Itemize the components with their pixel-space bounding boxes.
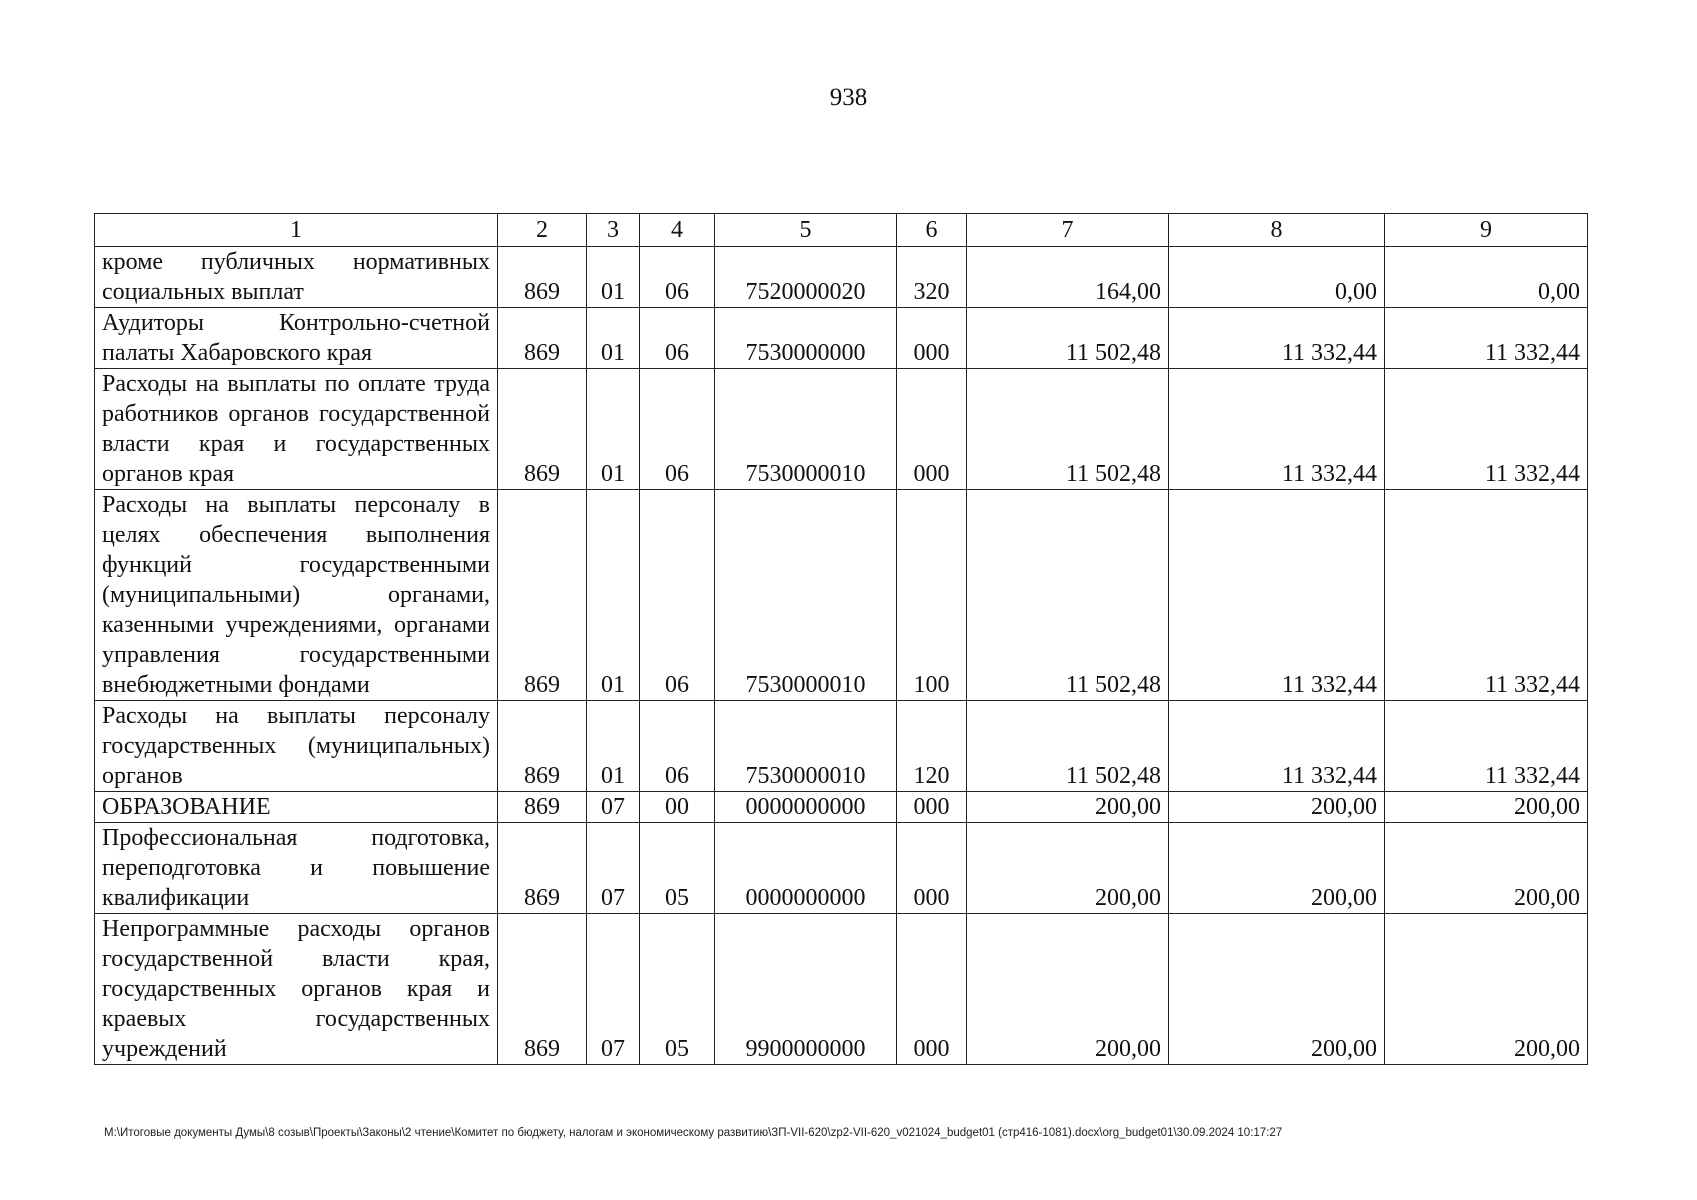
- table-row: [95, 247, 1588, 308]
- page-number: 938: [829, 84, 868, 111]
- target-article-code: 9900000000: [715, 914, 897, 1065]
- section-code: 07: [587, 914, 640, 1065]
- target-article-code: 7530000010: [715, 369, 897, 490]
- expense-name: Профессиональная подготовка, переподготовка и повышение квалификации: [95, 823, 498, 914]
- column-header: 8: [1169, 214, 1385, 247]
- amount-col8: 0,00: [1169, 247, 1385, 308]
- amount-col8: 200,00: [1169, 914, 1385, 1065]
- expense-type-code: 000: [897, 823, 967, 914]
- amount-col7: 11 502,48: [967, 308, 1169, 369]
- table-row: [95, 792, 1588, 823]
- amount-col8: 11 332,44: [1169, 369, 1385, 490]
- section-code: 01: [587, 308, 640, 369]
- table-header-row: [95, 214, 1588, 247]
- column-header: 2: [498, 214, 587, 247]
- amount-col9: 11 332,44: [1385, 701, 1588, 792]
- column-header: 4: [640, 214, 715, 247]
- section-code: 01: [587, 247, 640, 308]
- expense-type-code: 000: [897, 369, 967, 490]
- table-row: [95, 823, 1588, 914]
- subsection-code: 06: [640, 369, 715, 490]
- ministry-code: 869: [498, 369, 587, 490]
- target-article-code: 0000000000: [715, 823, 897, 914]
- amount-col9: 200,00: [1385, 792, 1588, 823]
- amount-col7: 200,00: [967, 792, 1169, 823]
- section-code: 07: [587, 792, 640, 823]
- expense-name: Расходы на выплаты по оплате труда работников органов государственной власти края и государственных органов края: [95, 369, 498, 490]
- target-article-code: 7530000000: [715, 308, 897, 369]
- expense-name: Расходы на выплаты персоналу государственных (муниципальных) органов: [95, 701, 498, 792]
- amount-col9: 11 332,44: [1385, 369, 1588, 490]
- expense-type-code: 100: [897, 490, 967, 701]
- target-article-code: 7520000020: [715, 247, 897, 308]
- table-row: [95, 701, 1588, 792]
- table-row: [95, 490, 1588, 701]
- amount-col7: 200,00: [967, 914, 1169, 1065]
- expense-name: Расходы на выплаты персоналу в целях обеспечения выполнения функций государственными (муниципальными) органами, казенными учреждениями, органами управления государственными внебюджетными фондами: [95, 490, 498, 701]
- amount-col8: 11 332,44: [1169, 701, 1385, 792]
- target-article-code: 7530000010: [715, 490, 897, 701]
- expense-type-code: 120: [897, 701, 967, 792]
- expense-type-code: 320: [897, 247, 967, 308]
- subsection-code: 05: [640, 914, 715, 1065]
- ministry-code: 869: [498, 308, 587, 369]
- amount-col9: 11 332,44: [1385, 490, 1588, 701]
- document-path-footer: М:\Итоговые документы Думы\8 созыв\Проекты\Законы\2 чтение\Комитет по бюджету, налогам и экономическому развитию\ЗП-VII-620\zp2-VII-620_v021024_budget01 (стр416-1081).docx\org_budget01\30.09.2024 10:17:27: [104, 1127, 1283, 1139]
- subsection-code: 06: [640, 490, 715, 701]
- subsection-code: 06: [640, 308, 715, 369]
- amount-col7: 11 502,48: [967, 369, 1169, 490]
- column-header: 7: [967, 214, 1169, 247]
- amount-col7: 11 502,48: [967, 490, 1169, 701]
- amount-col9: 200,00: [1385, 914, 1588, 1065]
- column-header: 6: [897, 214, 967, 247]
- table-row: [95, 369, 1588, 490]
- target-article-code: 7530000010: [715, 701, 897, 792]
- section-code: 07: [587, 823, 640, 914]
- expense-name: ОБРАЗОВАНИЕ: [95, 792, 498, 823]
- ministry-code: 869: [498, 701, 587, 792]
- table-row: [95, 914, 1588, 1065]
- expense-type-code: 000: [897, 914, 967, 1065]
- expense-name: кроме публичных нормативных социальных выплат: [95, 247, 498, 308]
- amount-col9: 200,00: [1385, 823, 1588, 914]
- amount-col8: 11 332,44: [1169, 490, 1385, 701]
- amount-col8: 200,00: [1169, 792, 1385, 823]
- amount-col8: 11 332,44: [1169, 308, 1385, 369]
- amount-col7: 164,00: [967, 247, 1169, 308]
- column-header: 1: [95, 214, 498, 247]
- budget-table: [94, 213, 1588, 1065]
- target-article-code: 0000000000: [715, 792, 897, 823]
- amount-col9: 0,00: [1385, 247, 1588, 308]
- subsection-code: 05: [640, 823, 715, 914]
- ministry-code: 869: [498, 792, 587, 823]
- expense-name: Аудиторы Контрольно-счетной палаты Хабаровского края: [95, 308, 498, 369]
- section-code: 01: [587, 701, 640, 792]
- subsection-code: 00: [640, 792, 715, 823]
- amount-col8: 200,00: [1169, 823, 1385, 914]
- ministry-code: 869: [498, 247, 587, 308]
- amount-col9: 11 332,44: [1385, 308, 1588, 369]
- section-code: 01: [587, 369, 640, 490]
- expense-name: Непрограммные расходы органов государственной власти края, государственных органов края и краевых государственных учреждений: [95, 914, 498, 1065]
- expense-type-code: 000: [897, 308, 967, 369]
- column-header: 9: [1385, 214, 1588, 247]
- ministry-code: 869: [498, 914, 587, 1065]
- amount-col7: 200,00: [967, 823, 1169, 914]
- amount-col7: 11 502,48: [967, 701, 1169, 792]
- subsection-code: 06: [640, 247, 715, 308]
- ministry-code: 869: [498, 490, 587, 701]
- ministry-code: 869: [498, 823, 587, 914]
- column-header: 3: [587, 214, 640, 247]
- section-code: 01: [587, 490, 640, 701]
- expense-type-code: 000: [897, 792, 967, 823]
- column-header: 5: [715, 214, 897, 247]
- subsection-code: 06: [640, 701, 715, 792]
- table-row: [95, 308, 1588, 369]
